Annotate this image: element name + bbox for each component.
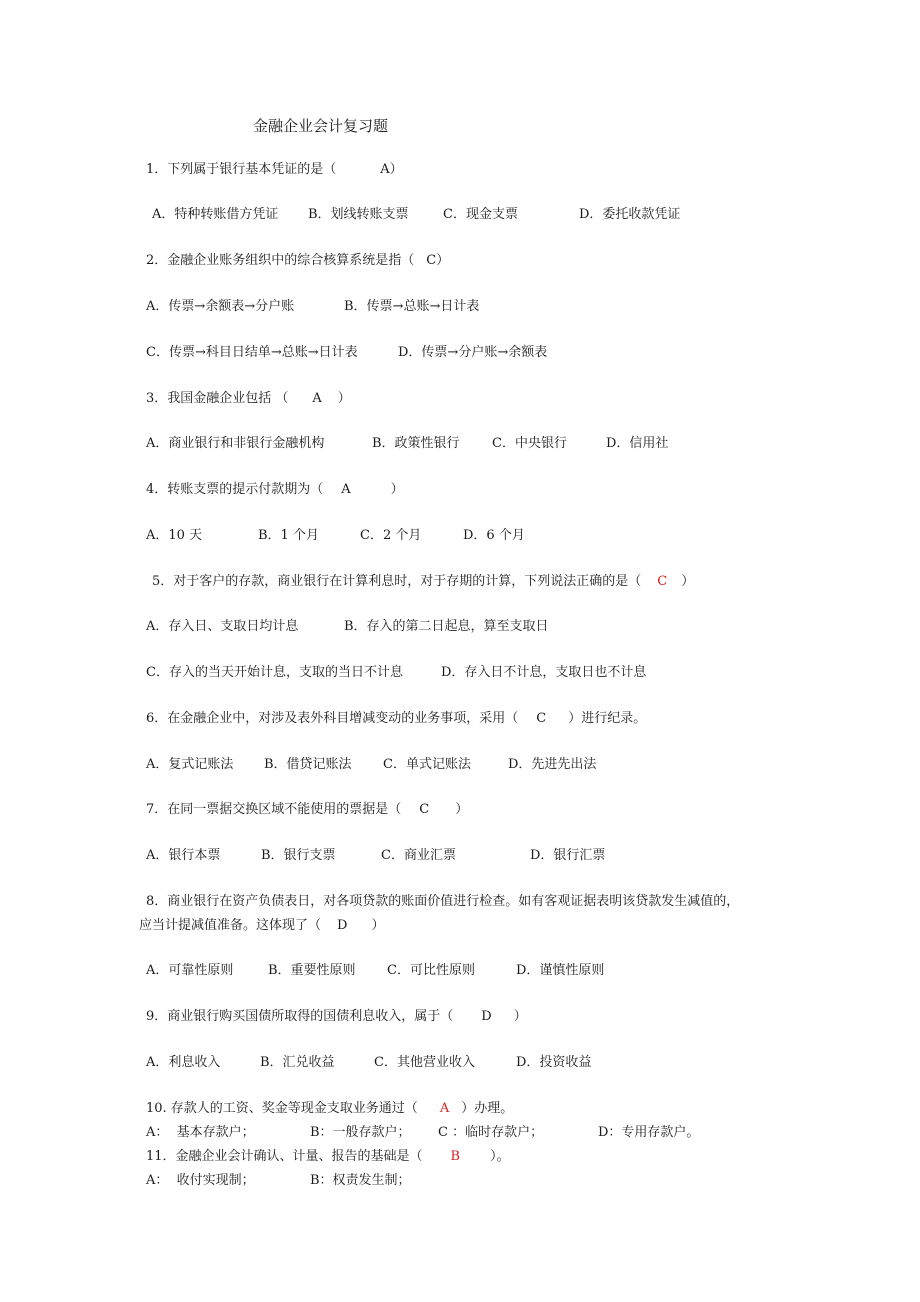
answer-3: A xyxy=(312,391,322,406)
q2-option-b: B．传票→总账→日计表 xyxy=(344,299,480,314)
question-7: 7．在同一票据交换区域不能使用的票据是（ C ） xyxy=(146,802,469,817)
q3-option-d: D．信用社 xyxy=(606,436,669,451)
q9-option-b: B．汇兑收益 xyxy=(260,1055,335,1070)
answer-10: A xyxy=(439,1101,450,1116)
q10-option-c: C ：临时存款户； xyxy=(438,1125,544,1140)
question-8-line-1: 8．商业银行在资产负债表日，对各项贷款的账面价值进行检查。如有客观证据表明该贷款发生减值的， xyxy=(146,894,740,909)
answer-2: C xyxy=(426,253,437,268)
q2-option-a: A．传票→余额表→分户账 xyxy=(146,299,295,314)
q9-option-a: A．利息收入 xyxy=(146,1055,221,1070)
question-5: 5．对于客户的存款，商业银行在计算利息时，对于存期的计算，下列说法正确的是（ C ） xyxy=(152,574,695,589)
q5-option-c: C．存入的当天开始计息，支取的当日不计息 xyxy=(146,665,403,680)
question-8-line-2: 应当计提减值准备。这体现了（ D ） xyxy=(139,918,385,933)
q6-option-d: D．先进先出法 xyxy=(508,757,597,772)
q1-option-c: C．现金支票 xyxy=(443,207,518,222)
q6-option-c: C．单式记账法 xyxy=(383,757,471,772)
q4-option-a: A．10 天 xyxy=(146,528,203,543)
q5-option-a: A．存入日、支取日均计息 xyxy=(146,619,299,634)
q3-option-b: B．政策性银行 xyxy=(372,436,460,451)
answer-8: D xyxy=(337,918,348,933)
question-6: 6．在金融企业中，对涉及表外科目增减变动的业务事项，采用（ C ）进行纪录。 xyxy=(146,711,647,726)
question-11: 11．金融企业会计确认、计量、报告的基础是（ B ）。 xyxy=(146,1149,510,1164)
q8-option-d: D．谨慎性原则 xyxy=(516,963,605,978)
q5-option-d: D．存入日不计息，支取日也不计息 xyxy=(441,665,647,680)
answer-9: D xyxy=(481,1009,492,1024)
q4-option-b: B．1 个月 xyxy=(258,528,319,543)
answer-1: A xyxy=(380,162,390,177)
q10-option-b: B：一般存款户； xyxy=(310,1125,411,1140)
answer-7: C xyxy=(419,802,430,817)
q6-option-b: B．借贷记账法 xyxy=(264,757,352,772)
answer-4: A xyxy=(341,482,351,497)
q1-option-a: A．特种转账借方凭证 xyxy=(152,207,279,222)
q11-option-b: B：权责发生制； xyxy=(310,1173,411,1188)
q5-option-b: B．存入的第二日起息，算至支取日 xyxy=(344,619,549,634)
q1-option-b: B．划线转账支票 xyxy=(308,207,409,222)
question-1: 1．下列属于银行基本凭证的是（ A） xyxy=(146,162,403,177)
q2-option-c: C．传票→科目日结单→总账→日计表 xyxy=(146,345,358,360)
q7-option-c: C．商业汇票 xyxy=(381,848,456,863)
q11-option-a: A： 收付实现制； xyxy=(146,1173,255,1188)
q3-option-a: A．商业银行和非银行金融机构 xyxy=(146,436,325,451)
q10-option-a: A： 基本存款户； xyxy=(146,1125,255,1140)
q4-option-c: C．2 个月 xyxy=(360,528,422,543)
q3-option-c: C．中央银行 xyxy=(492,436,567,451)
answer-5: C xyxy=(657,574,668,589)
question-2: 2．金融企业账务组织中的综合核算系统是指（ C） xyxy=(146,253,450,268)
q9-option-d: D．投资收益 xyxy=(516,1055,592,1070)
q7-option-a: A．银行本票 xyxy=(146,848,221,863)
q7-option-b: B．银行支票 xyxy=(261,848,336,863)
q6-option-a: A．复式记账法 xyxy=(146,757,234,772)
q8-option-a: A．可靠性原则 xyxy=(146,963,234,978)
q2-option-d: D．传票→分户账→余额表 xyxy=(398,345,548,360)
q10-option-d: D：专用存款户。 xyxy=(598,1125,700,1140)
question-3: 3．我国金融企业包括 （ A ） xyxy=(146,391,351,406)
q1-option-d: D．委托收款凭证 xyxy=(579,207,681,222)
question-9: 9．商业银行购买国债所取得的国债利息收入，属于（ D ） xyxy=(146,1009,527,1024)
q7-option-d: D．银行汇票 xyxy=(530,848,606,863)
q8-option-c: C．可比性原则 xyxy=(387,963,475,978)
question-10: 10. 存款人的工资、奖金等现金支取业务通过（ A ）办理。 xyxy=(146,1101,514,1116)
q8-option-b: B．重要性原则 xyxy=(268,963,356,978)
answer-6: C xyxy=(536,711,547,726)
question-4: 4．转账支票的提示付款期为（ A ） xyxy=(146,482,404,497)
q9-option-c: C．其他营业收入 xyxy=(374,1055,475,1070)
answer-11: B xyxy=(450,1149,461,1164)
q4-option-d: D．6 个月 xyxy=(463,528,525,543)
page-title: 金融企业会计复习题 xyxy=(253,117,389,135)
